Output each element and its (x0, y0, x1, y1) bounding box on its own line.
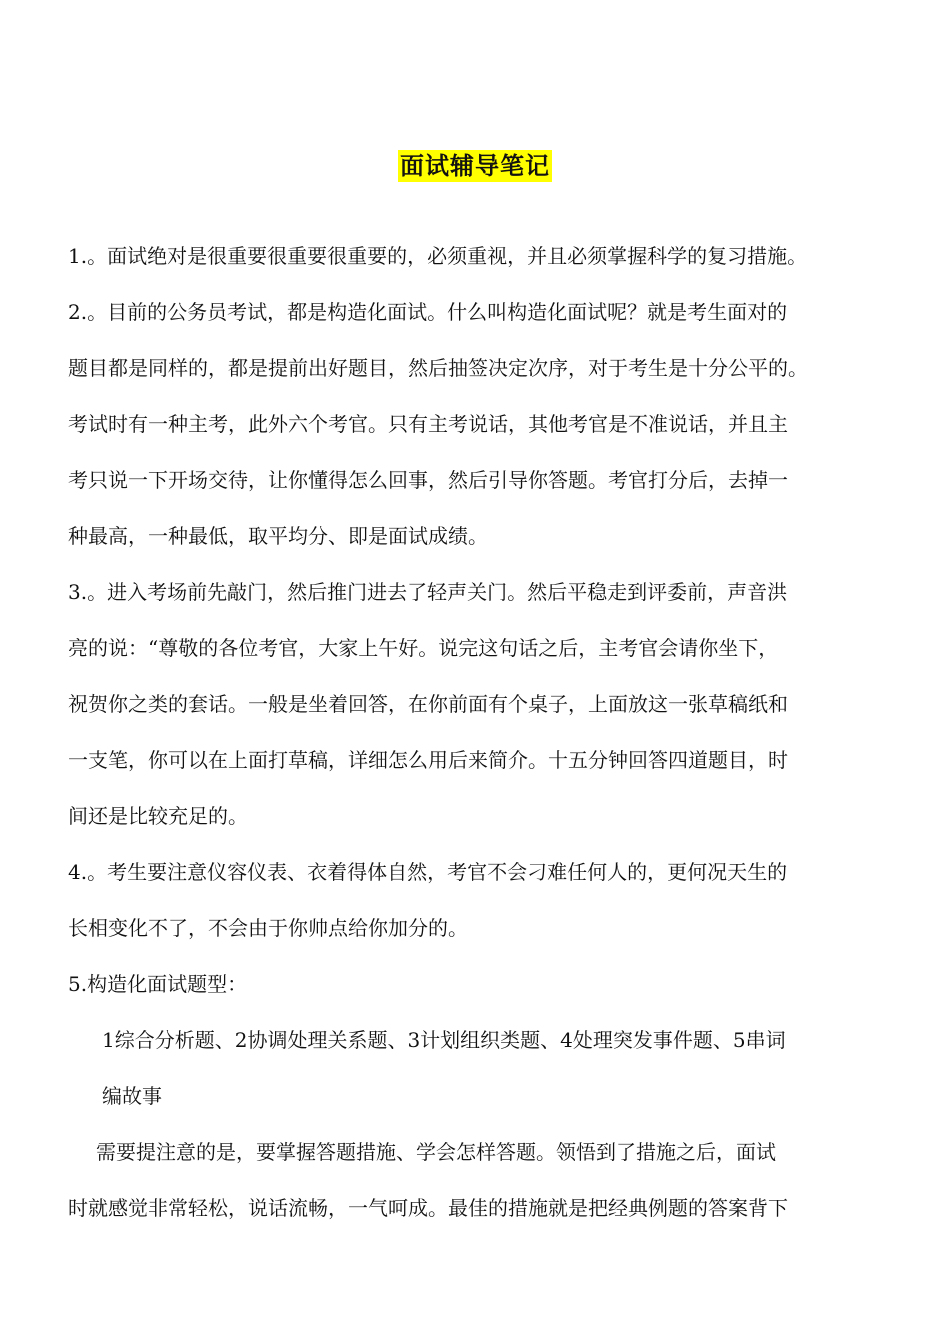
paragraph-line: 3.。进入考场前先敲门，然后推门进去了轻声关门。然后平稳走到评委前，声音洪 (68, 580, 788, 604)
paragraph-3 (68, 564, 880, 844)
paragraph-line: 考只说一下开场交待，让你懂得怎么回事，然后引导你答题。考官打分后，去掉一 (68, 468, 788, 492)
paragraph-line: 4.。考生要注意仪容仪表、衣着得体自然，考官不会刁难任何人的，更何况天生的 (68, 860, 788, 884)
paragraph-line: 亮的说：“尊敬的各位考官，大家上午好。说完这句话之后，主考官会请你坐下， (68, 636, 779, 660)
paragraph-line: 5.构造化面试题型： (68, 972, 248, 996)
paragraph-line: 1.。面试绝对是很重要很重要很重要的，必须重视，并且必须掌握科学的复习措施。 (68, 244, 808, 268)
question-types-list (68, 1012, 880, 1124)
paragraph-2 (68, 284, 880, 564)
document-body (68, 228, 880, 1236)
paragraph-line: 题目都是同样的，都是提前出好题目，然后抽签决定次序，对于考生是十分公平的。 (68, 356, 808, 380)
paragraph-line: 一支笔，你可以在上面打草稿，详细怎么用后来简介。十五分钟回答四道题目，时 (68, 748, 788, 772)
paragraph-7 (68, 1124, 880, 1236)
paragraph-line: 祝贺你之类的套话。一般是坐着回答，在你前面有个桌子，上面放这一张草稿纸和 (68, 692, 788, 716)
paragraph-line: 间还是比较充足的。 (68, 804, 248, 828)
paragraph-line: 1综合分析题、2协调处理关系题、3计划组织类题、4处理突发事件题、5串词 (102, 1028, 786, 1052)
paragraph-line: 2.。目前的公务员考试，都是构造化面试。什么叫构造化面试呢？就是考生面对的 (68, 300, 788, 324)
paragraph-4 (68, 844, 880, 956)
paragraph-line: 长相变化不了，不会由于你帅点给你加分的。 (68, 916, 468, 940)
paragraph-line: 种最高，一种最低，取平均分、即是面试成绩。 (68, 524, 488, 548)
document-title: 面试辅导笔记 (400, 152, 550, 180)
title-wrap (0, 150, 950, 182)
paragraph-line: 时就感觉非常轻松，说话流畅，一气呵成。最佳的措施就是把经典例题的答案背下 (68, 1196, 788, 1220)
paragraph-1 (68, 228, 880, 284)
paragraph-line: 需要提注意的是，要掌握答题措施、学会怎样答题。领悟到了措施之后，面试 (96, 1140, 776, 1164)
paragraph-line: 编故事 (102, 1084, 162, 1108)
paragraph-5-heading (68, 956, 880, 1012)
paragraph-line: 考试时有一种主考，此外六个考官。只有主考说话，其他考官是不准说话，并且主 (68, 412, 788, 436)
